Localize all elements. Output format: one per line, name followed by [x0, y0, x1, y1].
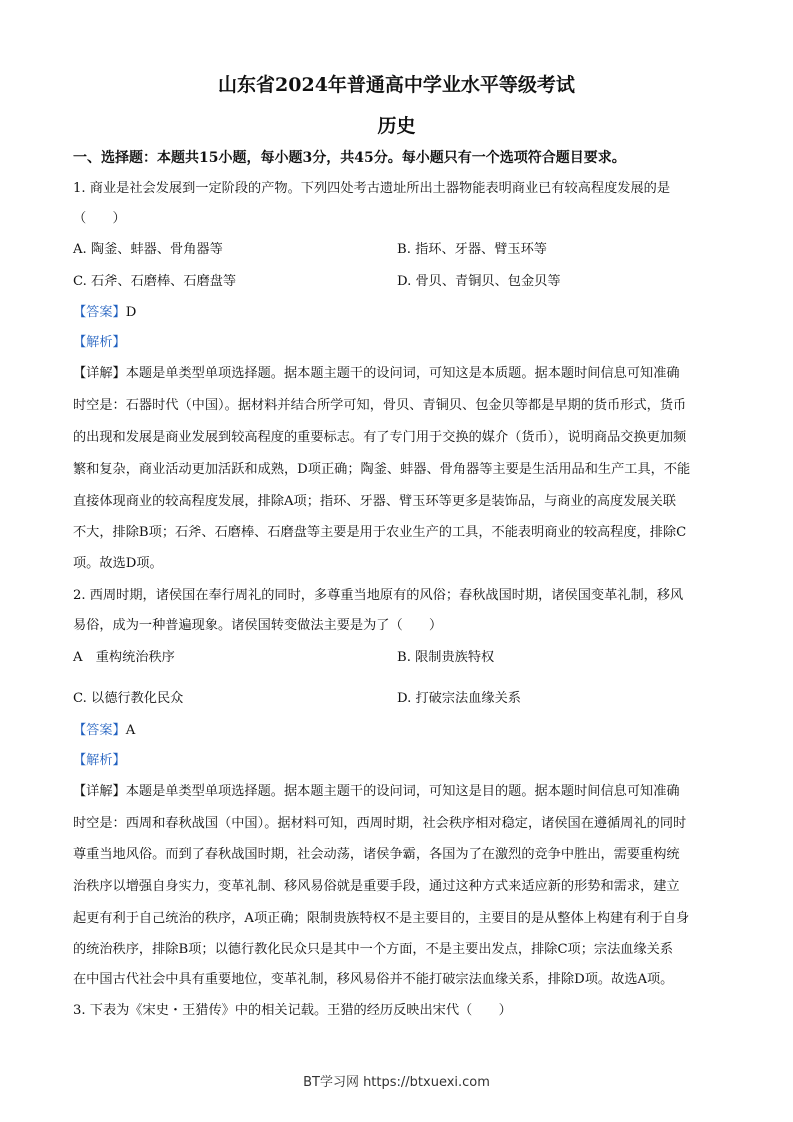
q2-detail-line-2: 时空是：西周和春秋战国（中国）。据材料可知，西周时期，社会秩序相对稳定，诸侯国在遵循周礼的同时: [73, 816, 687, 831]
q1-detail-line-4: 繁和复杂，商业活动更加活跃和成熟，D项正确；陶釜、蚌器、骨角器等主要是生活用品和生产工具，不能: [73, 462, 691, 477]
q1-answer-value: D: [125, 305, 137, 320]
q1-detail-line-6: 不大，排除B项；石斧、石磨棒、石磨盘等主要是用于农业生产的工具，不能表明商业的较高程度，排除C: [73, 525, 687, 540]
q2-detail-line-4: 治秩序以增强自身实力，变革礼制、移风易俗就是重要手段，通过这种方式来适应新的形势和需求，建立: [73, 879, 680, 894]
q1-answer: [73, 301, 136, 320]
q1-option-c: C. 石斧、石磨棒、石磨盘等: [73, 274, 237, 289]
q1-detail-line-7: 项。故选D项。: [73, 556, 163, 571]
q1-answer-tag: 【答案】: [73, 305, 126, 320]
exam-title: 山东省2024年普通高中学业水平等级考试: [218, 74, 575, 96]
q2-analysis-tag: 【解析】: [73, 753, 126, 768]
q2-option-a: A 重构统治秩序: [73, 650, 175, 665]
q2-stem-line-2: 易俗，成为一种普遍现象。诸侯国转变做法主要是为了（ ）: [73, 618, 443, 633]
q2-answer-value: A: [125, 723, 136, 738]
q2-option-b: B. 限制贵族特权: [397, 650, 495, 665]
q2-detail-line-6: 的统治秩序，排除B项；以德行教化民众只是其中一个方面，不是主要出发点，排除C项；宗法血缘关系: [73, 942, 674, 957]
q2-detail-line-5: 起更有利于自己统治的秩序，A项正确；限制贵族特权不是主要目的，主要目的是从整体上构建有利于自身: [73, 911, 690, 926]
q1-stem-line-1: 1. 商业是社会发展到一定阶段的产物。下列四处考古遗址所出土器物能表明商业已有较高程度发展的是: [73, 181, 671, 196]
q1-detail-line-3: 的出现和发展是商业发展到较高程度的重要标志。有了专门用于交换的媒介（货币），说明商品交换更加频: [73, 430, 687, 445]
footer-watermark: BT学习网 https://btxuexi.com: [303, 1075, 490, 1090]
q1-option-d: D. 骨贝、青铜贝、包金贝等: [397, 274, 561, 289]
q3-stem: 3. 下表为《宋史・王猎传》中的相关记载。王猎的经历反映出宋代（ ）: [73, 1003, 512, 1018]
q2-detail-line-7: 在中国古代社会中具有重要地位，变革礼制，移风易俗并不能打破宗法血缘关系，排除D项。故选A项。: [73, 972, 674, 987]
exam-subject: 历史: [377, 115, 416, 137]
q1-stem-line-2: （ ）: [73, 211, 126, 226]
q2-option-d: D. 打破宗法血缘关系: [397, 691, 521, 706]
q2-answer-tag: 【答案】: [73, 723, 126, 738]
q1-detail-tag: 【详解】: [73, 366, 126, 381]
q1-detail-line-1: 【详解】本题是单类型单项选择题。据本题主题干的设问词，可知这是本质题。据本题时间信息可知准确: [73, 366, 680, 381]
q2-option-c: C. 以德行教化民众: [73, 691, 184, 706]
q2-detail-line-3: 尊重当地风俗。而到了春秋战国时期，社会动荡，诸侯争霸，各国为了在激烈的竞争中胜出，需要重构统: [73, 847, 680, 862]
q1-option-a: A. 陶釜、蚌器、骨角器等: [73, 242, 223, 257]
section-heading: 一、选择题：本题共15小题，每小题3分，共45分。每小题只有一个选项符合题目要求。: [73, 150, 626, 166]
q2-stem-line-1: 2. 西周时期，诸侯国在奉行周礼的同时，多尊重当地原有的风俗；春秋战国时期，诸侯国变革礼制，移风: [73, 588, 684, 603]
q2-detail-tag: 【详解】: [73, 784, 126, 799]
q2-detail-line-1: 【详解】本题是单类型单项选择题。据本题主题干的设问词，可知这是目的题。据本题时间信息可知准确: [73, 784, 680, 799]
q1-detail-line-5: 直接体现商业的较高程度发展，排除A项；指环、牙器、臂玉环等更多是装饰品，与商业的高度发展关联: [73, 494, 676, 509]
q1-option-b: B. 指环、牙器、臂玉环等: [397, 242, 547, 257]
q1-detail-line-2: 时空是：石器时代（中国）。据材料并结合所学可知，骨贝、青铜贝、包金贝等都是早期的货币形式，货币: [73, 398, 687, 413]
q2-answer: [73, 719, 135, 738]
q1-analysis-tag: 【解析】: [73, 335, 126, 350]
